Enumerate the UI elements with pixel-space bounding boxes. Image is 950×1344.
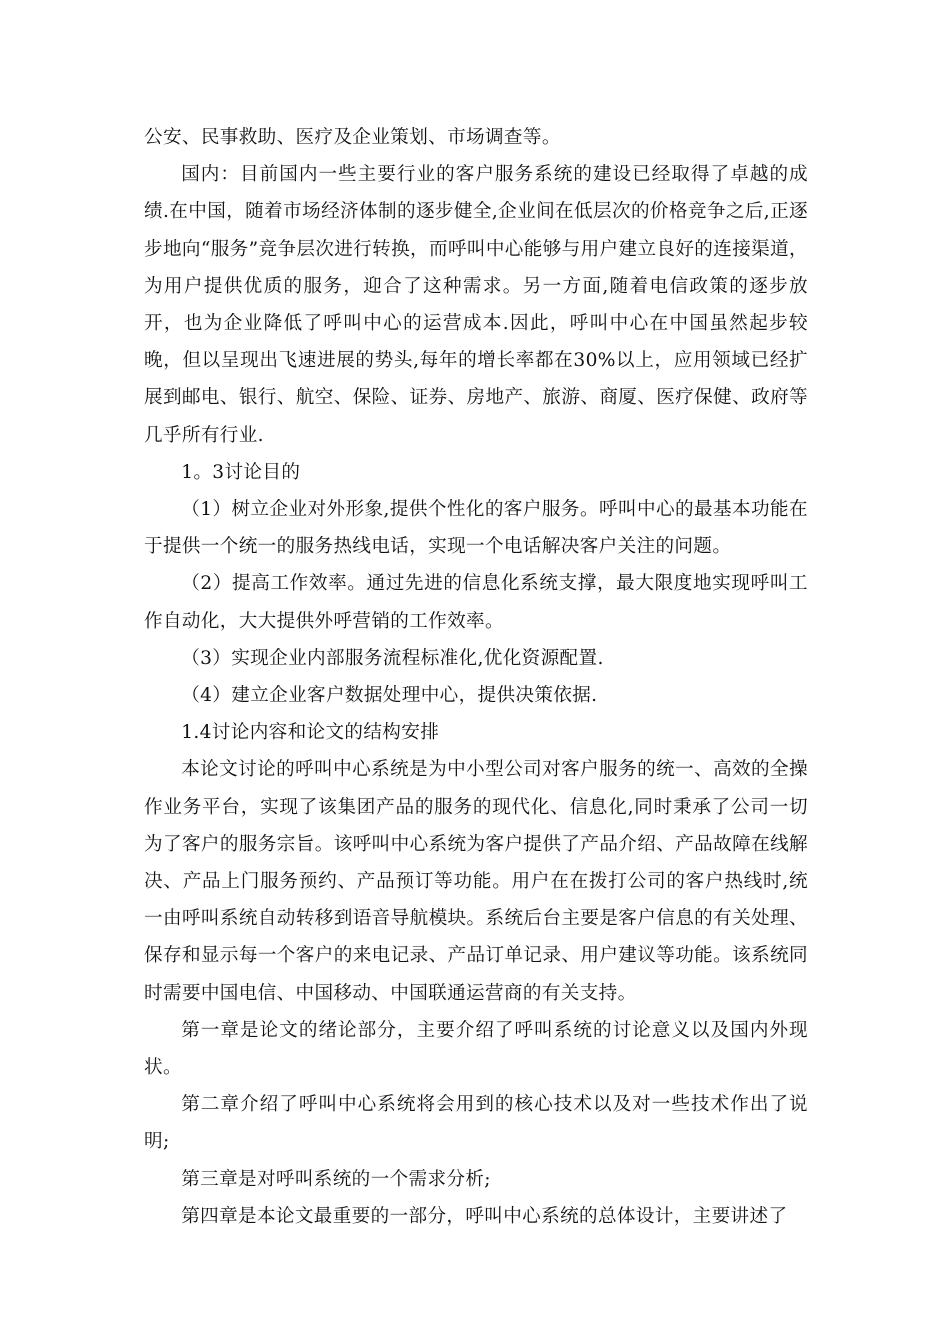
- paragraph-chapter-1: 第一章是论文的绪论部分，主要介绍了呼叫系统的讨论意义以及国内外现状。: [144, 1019, 808, 1079]
- list-item-purpose-2: （2）提高工作效率。通过先进的信息化系统支撑，最大限度地实现呼叫工作自动化，大大提供外呼营销的工作效率。: [144, 573, 808, 632]
- document-body: [144, 119, 808, 1235]
- list-item-purpose-1: （1）树立企业对外形象,提供个性化的客户服务。呼叫中心的最基本功能在于提供一个统一的服务热线电话，实现一个电话解决客户关注的问题。: [144, 499, 808, 558]
- paragraph-chapter-3: 第三章是对呼叫系统的一个需求分析;: [181, 1168, 491, 1190]
- paragraph-chapter-2: 第二章介绍了呼叫中心系统将会用到的核心技术以及对一些技术作出了说明;: [144, 1094, 808, 1153]
- paragraph-domestic-status: 国内：目前国内一些主要行业的客户服务系统的建设已经取得了卓越的成绩.在中国，随着市场经济体制的逐步健全,企业间在低层次的价格竞争之后,正逐步地向“服务”竞争层次进行转换，而呼叫中心能够与用户建立良好的连接渠道，为用户提供优质的服务，迎合了这种需求。另一方面,随着电信政策的逐步放开，也为企业降低了呼叫中心的运营成本.因此，呼叫中心在中国虽然起步较晚，但以呈现出飞速进展的势头,每年的增长率都在30%以上，应用领域已经扩展到邮电、银行、航空、保险、证券、房地产、旅游、商厦、医疗保健、政府等几乎所有行业.: [144, 164, 808, 446]
- section-heading-content-structure: 1.4讨论内容和论文的结构安排: [181, 722, 440, 744]
- list-item-purpose-4: （4）建立企业客户数据处理中心，提供决策依据.: [181, 685, 598, 707]
- paragraph-chapter-4: 第四章是本论文最重要的一部分，呼叫中心系统的总体设计，主要讲述了: [181, 1205, 788, 1227]
- section-heading-research-purpose: 1。3讨论目的: [181, 461, 301, 483]
- list-item-purpose-3: （3）实现企业内部服务流程标准化,优化资源配置.: [181, 647, 604, 669]
- paragraph-continuation: 公安、民事救助、医疗及企业策划、市场调查等。: [144, 127, 561, 148]
- paragraph-system-overview: 本论文讨论的呼叫中心系统是为中小型公司对客户服务的统一、高效的全操作业务平台，实现了该集团产品的服务的现代化、信息化,同时秉承了公司一切为了客户的服务宗旨。该呼叫中心系统为客户提供了产品介绍、产品故障在线解决、产品上门服务预约、产品预订等功能。用户在在拨打公司的客户热线时,统一由呼叫系统自动转移到语音导航模块。系统后台主要是客户信息的有关处理、保存和显示每一个客户的来电记录、产品订单记录、用户建议等功能。该系统同时需要中国电信、中国移动、中国联通运营商的有关支持。: [144, 759, 808, 1004]
